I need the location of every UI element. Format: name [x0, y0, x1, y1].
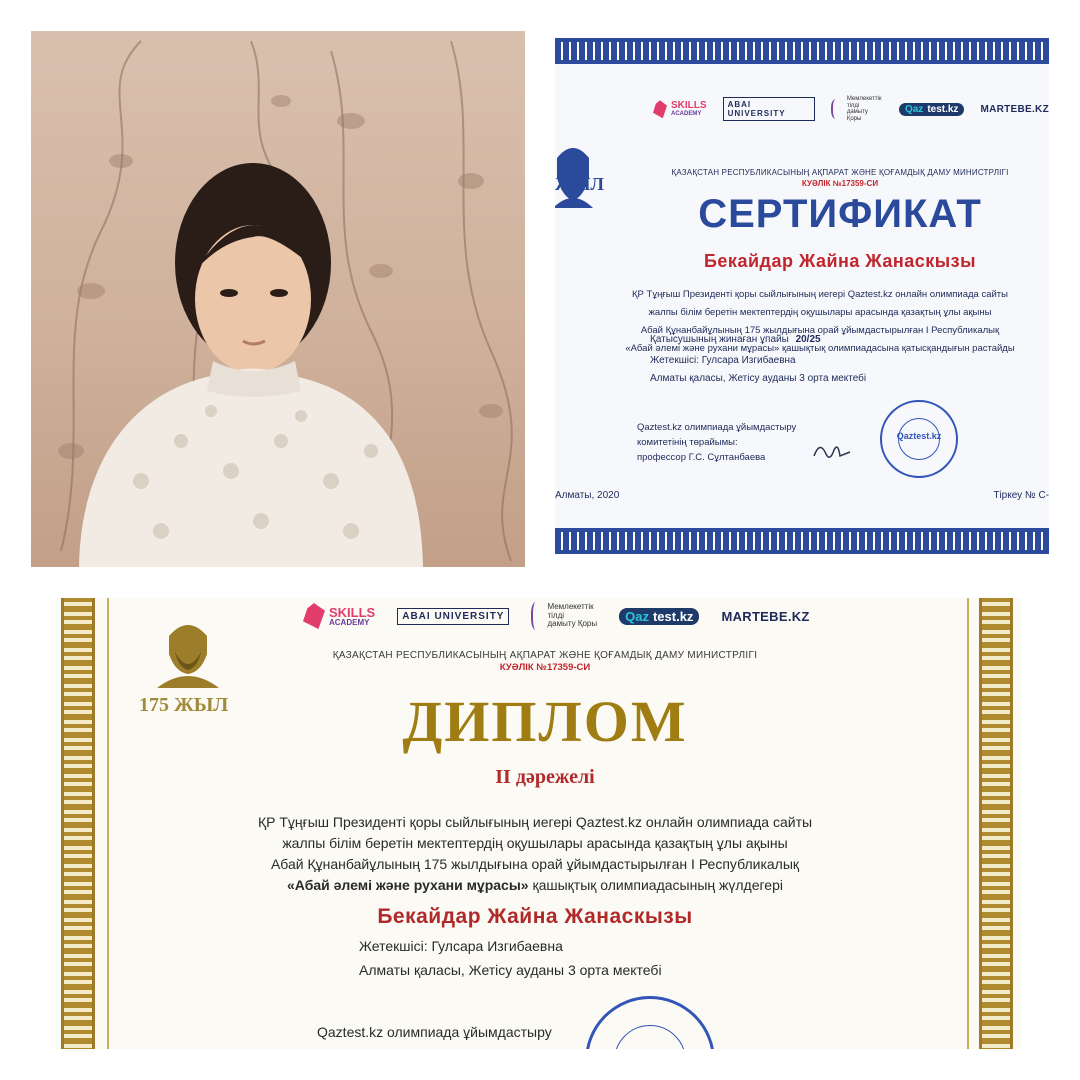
recipient-name: Бекайдар Жайна Жанаскызы: [377, 905, 693, 928]
divider: [967, 598, 969, 1049]
teacher-line: Жетекшісі: Гулсара Изгибаевна: [359, 938, 563, 954]
student-photo: [31, 31, 525, 567]
body-line: Абай Құнанбайұлының 175 жылдығына орай ұйымдастырылған І Республикалық: [640, 325, 1000, 336]
score-label: Қатысушының жинаған ұпайы: [650, 334, 789, 345]
skills-academy-icon: [303, 603, 325, 629]
license-number: КУӘЛІК №17359-СИ: [499, 662, 591, 673]
diploma-body: [115, 812, 955, 896]
school-line: Алматы қаласы, Жетісу ауданы 3 орта мектебі: [650, 373, 867, 384]
skills-academy-logo: SKILLS ACADEMY: [653, 100, 707, 118]
abai-portrait-icon: [157, 614, 219, 688]
body-line: ҚР Тұңғыш Президенті қоры сыйлығының иегері Qaztest.kz онлайн олимпиада сайты: [257, 814, 813, 830]
diploma-right-border: [973, 598, 1021, 1049]
language-fund-logo: Мемлекеттік тілді дамыту Қоры: [531, 602, 597, 630]
body-line: «Абай әлемі және рухани мұрасы» қашықтық олимпиадасының жүлдегері: [287, 877, 783, 893]
abai-university-logo: ABAI UNIVERSITY: [723, 97, 816, 121]
partner-logos: [653, 96, 1049, 122]
jubilee-label: 175 ЖЫЛ: [139, 694, 229, 716]
martebe-logo: MARTEBE.KZ: [980, 103, 1049, 115]
committee-chair: Qaztest.kz олимпиада ұйымдастыру: [317, 1024, 552, 1040]
certificate-body-text: [585, 286, 1049, 358]
score-line: [650, 334, 821, 345]
abai-portrait-icon: [555, 138, 593, 208]
certificate-bottom-border: [555, 528, 1049, 554]
abai-university-logo: ABAI UNIVERSITY: [397, 608, 509, 625]
certificate-title: СЕРТИФИКАТ: [698, 192, 982, 236]
certificate: [555, 38, 1049, 554]
body-line: жалпы білім беретін мектептердің оқушылары арасында қазақтың ұлы ақыны: [648, 307, 992, 318]
license-number: КУӘЛІК №17359-СИ: [801, 179, 879, 188]
diploma: [55, 598, 1021, 1049]
body-line: Абай Құнанбайұлының 175 жылдығына орай ұйымдастырылған І Республикалық: [270, 856, 800, 872]
qaztest-logo: Qaz test.kz: [899, 103, 964, 116]
skills-academy-logo: SKILLS ACADEMY: [303, 603, 375, 629]
student-photo-illustration: [31, 31, 525, 567]
language-fund-logo: Мемлекеттік тілді дамыту Қоры: [831, 96, 883, 122]
ministry-line: ҚАЗАҚСТАН РЕСПУБЛИКАСЫНЫҢ АҚПАРАТ ЖӘНЕ ҚОҒАМДЫҚ ДАМУ МИНИСТРЛІГІ: [332, 650, 758, 661]
qaztest-stamp: [585, 996, 715, 1049]
committee-chair: Qaztest.kz олимпиада ұйымдастыру комитетінің төрайымы: профессор Г.С. Сұлтанбаева: [637, 422, 797, 463]
body-line: жалпы білім беретін мектептердің оқушылары арасында қазақтың ұлы ақыны: [282, 835, 788, 851]
registration-number: Тіркеу № С-: [993, 490, 1049, 501]
jubilee-label: ЖЫЛ: [555, 174, 604, 194]
place-date: Алматы, 2020: [555, 490, 620, 501]
certificate-top-border: [555, 38, 1049, 64]
ministry-line: ҚАЗАҚСТАН РЕСПУБЛИКАСЫНЫҢ АҚПАРАТ ЖӘНЕ ҚОҒАМДЫҚ ДАМУ МИНИСТРЛІГІ: [671, 168, 1009, 177]
diploma-left-border: [55, 598, 103, 1049]
language-fund-icon: [531, 602, 543, 630]
signature-icon: [810, 438, 854, 466]
score-value: 20/25: [795, 334, 821, 345]
body-line: «Абай әлемі және рухани мұрасы» қашықтық олимпиадасына қатысқандығын растайды: [625, 343, 1015, 354]
qaztest-stamp: Qaztest.kz: [880, 400, 958, 478]
martebe-logo: MARTEBE.KZ: [721, 608, 810, 624]
divider: [107, 598, 109, 1049]
diploma-title: ДИПЛОМ: [402, 689, 688, 754]
qaztest-logo: Qaz test.kz: [619, 608, 699, 625]
skills-academy-icon: [653, 100, 667, 118]
teacher-line: Жетекшісі: Гулсара Изгибаевна: [650, 355, 796, 366]
school-line: Алматы қаласы, Жетісу ауданы 3 орта мектебі: [359, 962, 662, 978]
diploma-degree: ІІ дәрежелі: [495, 766, 595, 788]
language-fund-icon: [831, 99, 843, 119]
body-line: ҚР Тұңғыш Президенті қоры сыйлығының иегері Qaztest.kz онлайн олимпиада сайты: [632, 289, 1008, 300]
recipient-name: Бекайдар Жайна Жанаскызы: [703, 251, 976, 271]
partner-logos: [303, 602, 810, 630]
